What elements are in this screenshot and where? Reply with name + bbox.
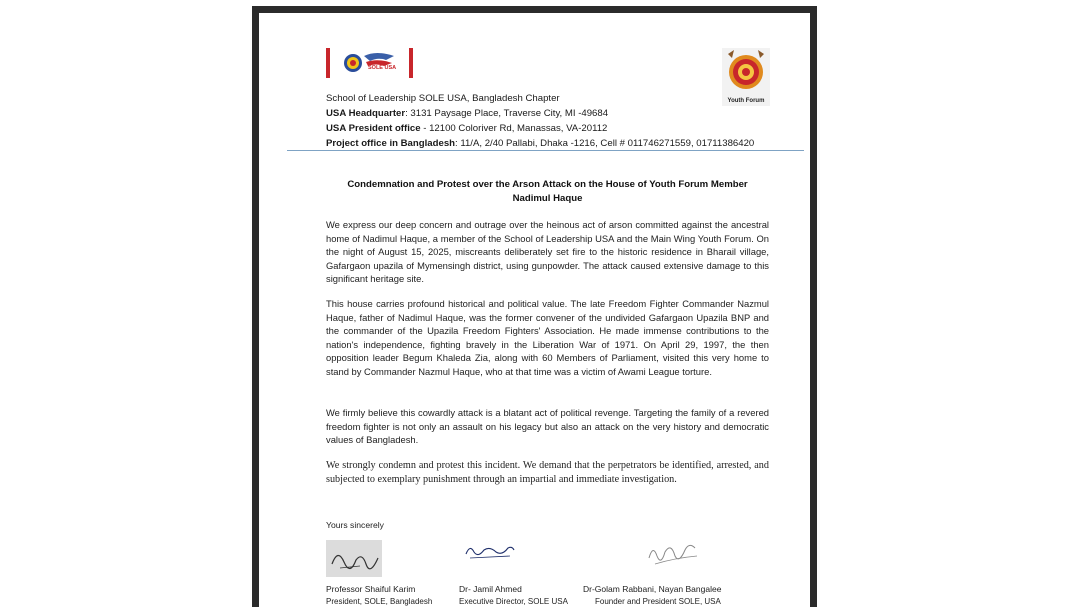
signature-image-1 <box>326 540 382 577</box>
usa-president-office-line <box>326 121 607 136</box>
usa-headquarter-value: : 3131 Paysage Place, Traverse City, MI -49684 <box>405 108 609 119</box>
signatory-1-name: Professor Shaiful Karim <box>326 584 416 594</box>
paragraph-3: We firmly believe this cowardly attack is a blatant act of political revenge. Targeting the family of a revered freedom fighter is not only an assault on his legacy but also an attack on the very history and democratic values of Bangladesh. <box>326 407 769 446</box>
signatory-2-title: Executive Director, SOLE USA <box>459 597 568 606</box>
signatory-3-name: Dr-Golam Rabbani, Nayan Bangalee <box>583 584 722 594</box>
flag-left-decoration <box>326 48 330 78</box>
signature-image-3 <box>645 536 701 572</box>
signatory-1-title: President, SOLE, Bangladesh <box>326 597 433 606</box>
flag-right-decoration <box>409 48 413 78</box>
signatory-3-title: Founder and President SOLE, USA <box>595 597 721 606</box>
usa-headquarter-line <box>326 106 608 121</box>
youth-forum-logo-text: Youth Forum <box>727 98 765 104</box>
sole-logo-text: SOLE USA <box>368 65 397 71</box>
signature-image-2 <box>462 540 518 564</box>
header-divider <box>287 150 804 151</box>
sole-usa-logo <box>342 50 398 76</box>
paragraph-4: We strongly condemn and protest this incident. We demand that the perpetrators be identified, arrested, and subjected to exemplary punishment through an impartial and immediate investigation. <box>326 460 769 485</box>
project-office-line <box>326 136 754 151</box>
project-office-label: Project office in Bangladesh <box>326 138 456 149</box>
closing-line: Yours sincerely <box>326 520 384 530</box>
letter-title-line2: Nadimul Haque <box>512 192 583 204</box>
usa-president-office-value: - 12100 Coloriver Rd, Manassas, VA-20112 <box>420 123 608 134</box>
usa-headquarter-label: USA Headquarter <box>326 108 406 119</box>
project-office-value: : 11/A, 2/40 Pallabi, Dhaka -1216, Cell # 011746271559, 01711386420 <box>455 138 755 149</box>
letter-title-line1: Condemnation and Protest over the Arson Attack on the House of Youth Forum Member <box>347 179 748 190</box>
signatory-2-name: Dr- Jamil Ahmed <box>459 584 522 594</box>
org-line: School of Leadership SOLE USA, Bangladesh Chapter <box>326 93 560 104</box>
usa-president-office-label: USA President office <box>326 123 421 134</box>
paragraph-1: We express our deep concern and outrage over the heinous act of arson committed against the ancestral home of Nadimul Haque, a member of the School of Leadership USA and the Main Wing Youth Forum. On the night of August 15, 2025, miscreants deliberately set fire to the historic residence in Bharail village, Gafargaon upazila of Mymensingh district, using gunpowder. The attack caused extensive damage to this significant heritage site. <box>326 219 769 285</box>
youth-forum-logo <box>722 48 770 106</box>
paragraph-2: This house carries profound historical and political value. The late Freedom Fighter Commander Nazmul Haque, father of Nadimul Haque, was the former convener of the undivided Gafargaon Upazila BNP and the commander of the Upazila Freedom Fighters' Association. He made immense contributions to the nation's independence, fighting bravely in the Liberation War of 1971. On April 29, 1997, the then opposition leader Begum Khaleda Zia, along with 60 Members of Parliament, visited this very home to stand by Commander Nazmul Haque, who at that time was a victim of Awami League torture. <box>326 298 769 377</box>
letter-title <box>326 178 769 205</box>
